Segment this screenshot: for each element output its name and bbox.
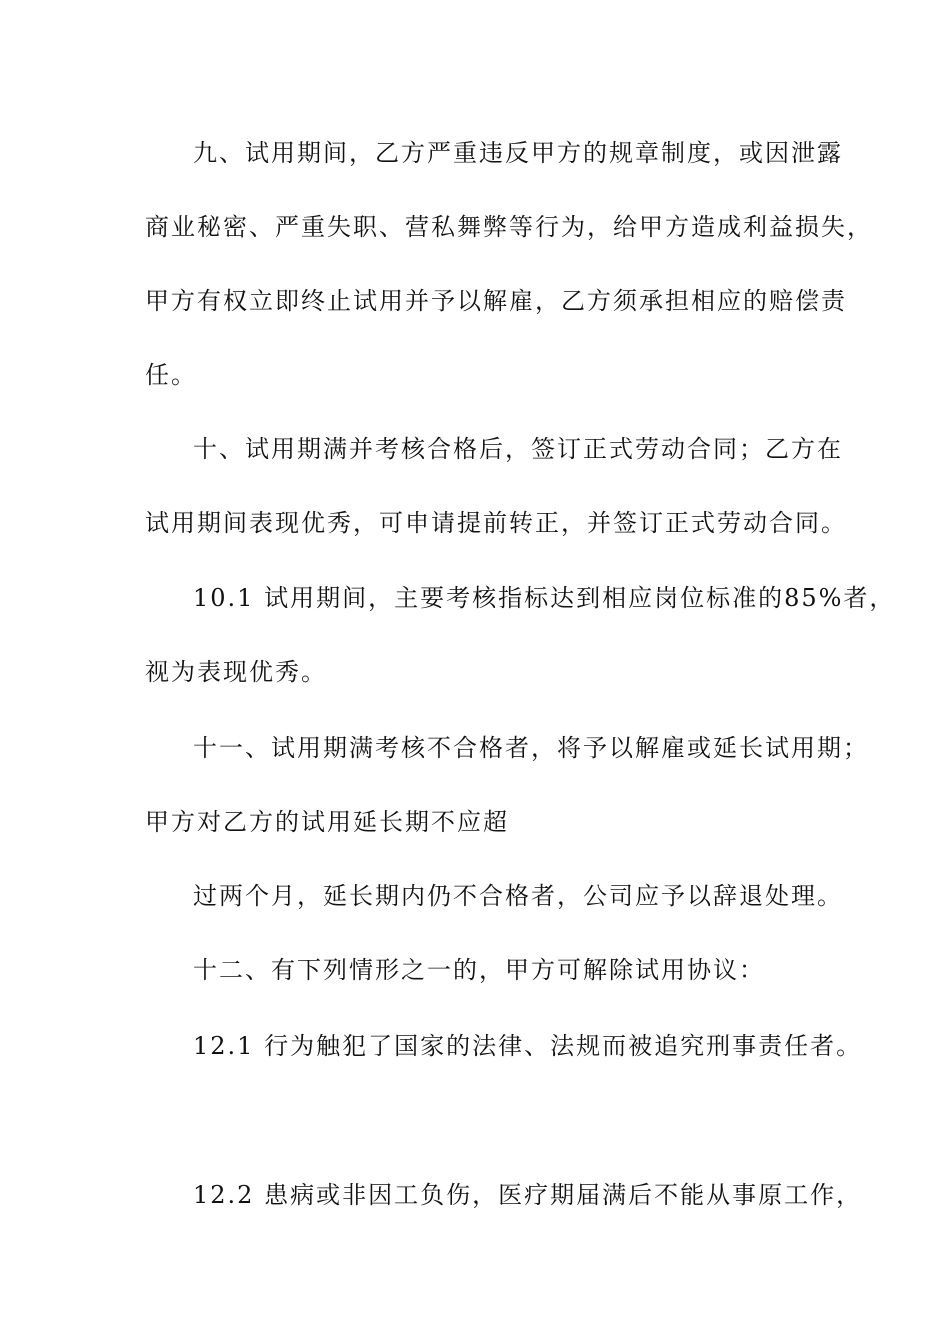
paragraph-12-heading: 十二、有下列情形之一的，甲方可解除试用协议：: [193, 956, 765, 984]
paragraph-10-1-line-1: 10.1 试用期间，主要考核指标达到相应岗位标准的85%者，: [193, 584, 896, 612]
paragraph-11-line-3: 过两个月，延长期内仍不合格者，公司应予以辞退处理。: [193, 882, 843, 910]
paragraph-9-line-1: 九、试用期间，乙方严重违反甲方的规章制度，或因泄露: [193, 139, 843, 167]
paragraph-9-line-2: 商业秘密、严重失职、营私舞弊等行为，给甲方造成利益损失，: [145, 213, 873, 241]
paragraph-10-1-line-2: 视为表现优秀。: [145, 658, 327, 686]
paragraph-11-line-1: 十一、试用期满考核不合格者，将予以解雇或延长试用期；: [193, 734, 869, 762]
paragraph-11-line-2: 甲方对乙方的试用延长期不应超: [145, 808, 509, 836]
paragraph-9-line-3: 甲方有权立即终止试用并予以解雇，乙方须承担相应的赔偿责: [145, 287, 847, 315]
paragraph-12-1: 12.1 行为触犯了国家的法律、法规而被追究刑事责任者。: [193, 1032, 863, 1060]
paragraph-10-line-2: 试用期间表现优秀，可申请提前转正，并签订正式劳动合同。: [145, 509, 847, 537]
paragraph-12-2: 12.2 患病或非因工负伤，医疗期届满后不能从事原工作，: [193, 1181, 863, 1209]
paragraph-9-line-4: 任。: [145, 361, 197, 389]
paragraph-10-line-1: 十、试用期满并考核合格后，签订正式劳动合同；乙方在: [193, 435, 843, 463]
